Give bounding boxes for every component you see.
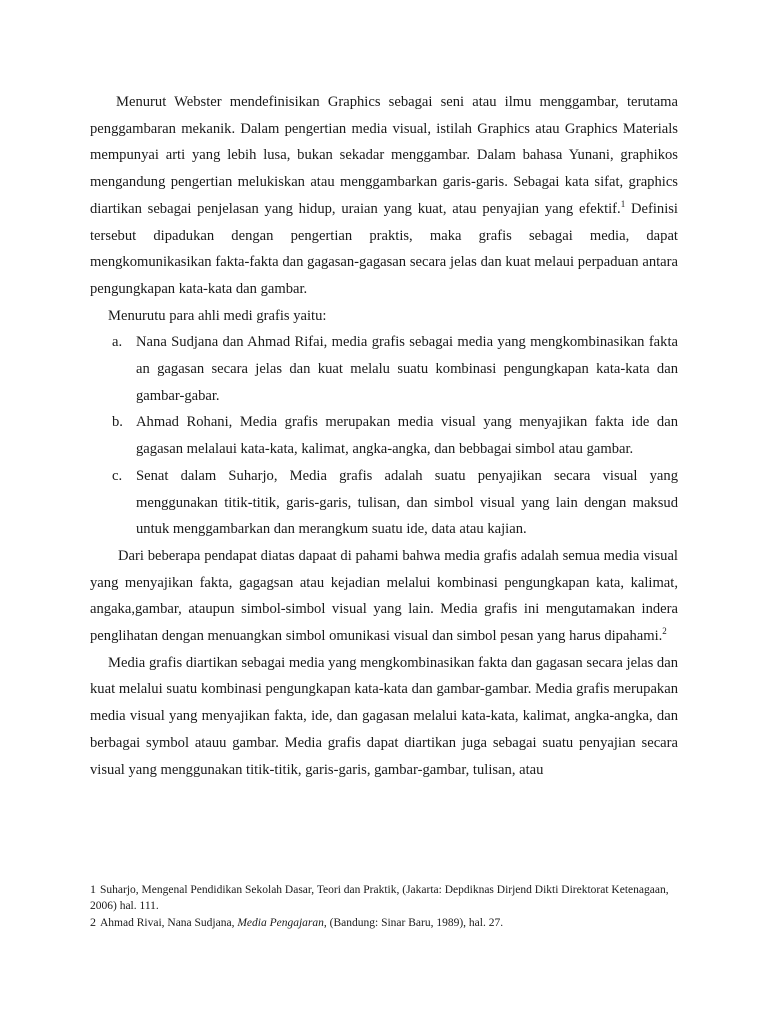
footnote-2 <box>90 914 678 931</box>
footnote-ref-1[interactable]: 1 <box>620 198 626 209</box>
footnote-text: Suharjo, Mengenal Pendidikan Sekolah Dasar, Teori dan Praktik, (Jakarta: Depdiknas Dirjend Dikti Direktorat Ketenagaan, 2006) hal. 111. <box>90 884 669 912</box>
list-marker: b. <box>112 414 123 431</box>
footnote-number: 2 <box>90 915 96 929</box>
footnote-ref-2[interactable]: 2 <box>662 626 667 637</box>
paragraph-text: Dari beberapa pendapat diatas dapaat di pahami bahwa media grafis adalah semua media visual yang menyajikan fakta, gagagsan atau kejadian melalui kombinasi pengungkapan kata, kalimat, angaka,gambar, ataupun simbol-simbol visual yang lain. Media grafis ini mengutamakan indera penglihatan dengan menuangkan simbol omunikasi visual dan simbol pesan yang harus dipahami. <box>90 547 678 645</box>
list-item-text: Ahmad Rohani, Media grafis merupakan media visual yang menyajikan fakta ide dan gagasan melalaui kata-kata, kalimat, angka-angka, dan bebbagai simbol atau gambar. <box>136 414 678 458</box>
paragraph-text-continued: Definisi tersebut dipadukan dengan pengertian praktis, maka grafis sebagai media, dapat mengkomunikasikan fakta-fakta dan gagasan-gagasan secara jelas dan kuat melaui perpaduan antara pengungkapan kata-kata dan gambar. <box>90 200 678 297</box>
paragraph-text: Media grafis diartikan sebagai media yang mengkombinasikan fakta dan gagasan secara jelas dan kuat melalui suatu kombinasi pengungkapan kata-kata dan gambar-gambar. Media grafis merupakan media visual yang menyajikan fakta, ide, dan gagasan melalui kata-kata, kalimat, angka-angka, dan berbagai symbol atauu gambar. Media grafis dapat diartikan juga sebagai suatu penyajian secara visual yang menggunakan titik-titik, garis-garis, gambar-gambar, tulisan, atau <box>90 654 678 778</box>
list-item <box>90 463 678 543</box>
footnote-text-continued: , (Bandung: Sinar Baru, 1989), hal. 27. <box>323 917 504 929</box>
paragraph-text: Menurut Webster mendefinisikan Graphics sebagai seni atau ilmu menggambar, terutama penggambaran mekanik. Dalam pengertian media visual, istilah Graphics atau Graphics Materials mempunyai arti yang lebih lusa, bukan sekadar menggambar. Dalam bahasa Yunani, graphikos mengandung pengertian melukiskan atau menggambarkan garis-garis. Sebagai kata sifat, graphics diartikan sebagai penjelasan yang hidup, uraian yang kuat, atau penyajian yang efektif. <box>90 94 678 217</box>
footnote-text: Ahmad Rivai, Nana Sudjana, <box>100 917 238 929</box>
list-item-text: Nana Sudjana dan Ahmad Rifai, media grafis sebagai media yang mengkombinasikan fakta an gagasan secara jelas dan kuat melalu suatu kombinasi pengungkapan kata-kata dan gambar-gabar. <box>136 334 678 404</box>
expert-definitions-list <box>90 329 678 543</box>
list-item <box>90 329 678 409</box>
footnote-book-title: Media Pengajaran <box>237 917 324 929</box>
list-item-text: Senat dalam Suharjo, Media grafis adalah suatu penyajikan secara visual yang menggunakan titik-titik, garis-garis, tulisan, dan simbol visual yang lain dengan maksud untuk menggambarkan dan merangkum suatu ide, data atau kajian. <box>136 467 678 538</box>
list-intro: Menurutu para ahli medi grafis yaitu: <box>108 307 327 324</box>
paragraph-definition <box>90 650 678 784</box>
body-text <box>90 89 678 783</box>
paragraph-webster <box>90 89 678 303</box>
footnotes <box>90 881 678 931</box>
list-marker: c. <box>112 467 123 484</box>
paragraph-summary <box>90 543 678 650</box>
list-marker: a. <box>112 334 123 351</box>
footnote-number: 1 <box>90 882 96 896</box>
footnote-1 <box>90 881 678 914</box>
list-item <box>90 409 678 462</box>
